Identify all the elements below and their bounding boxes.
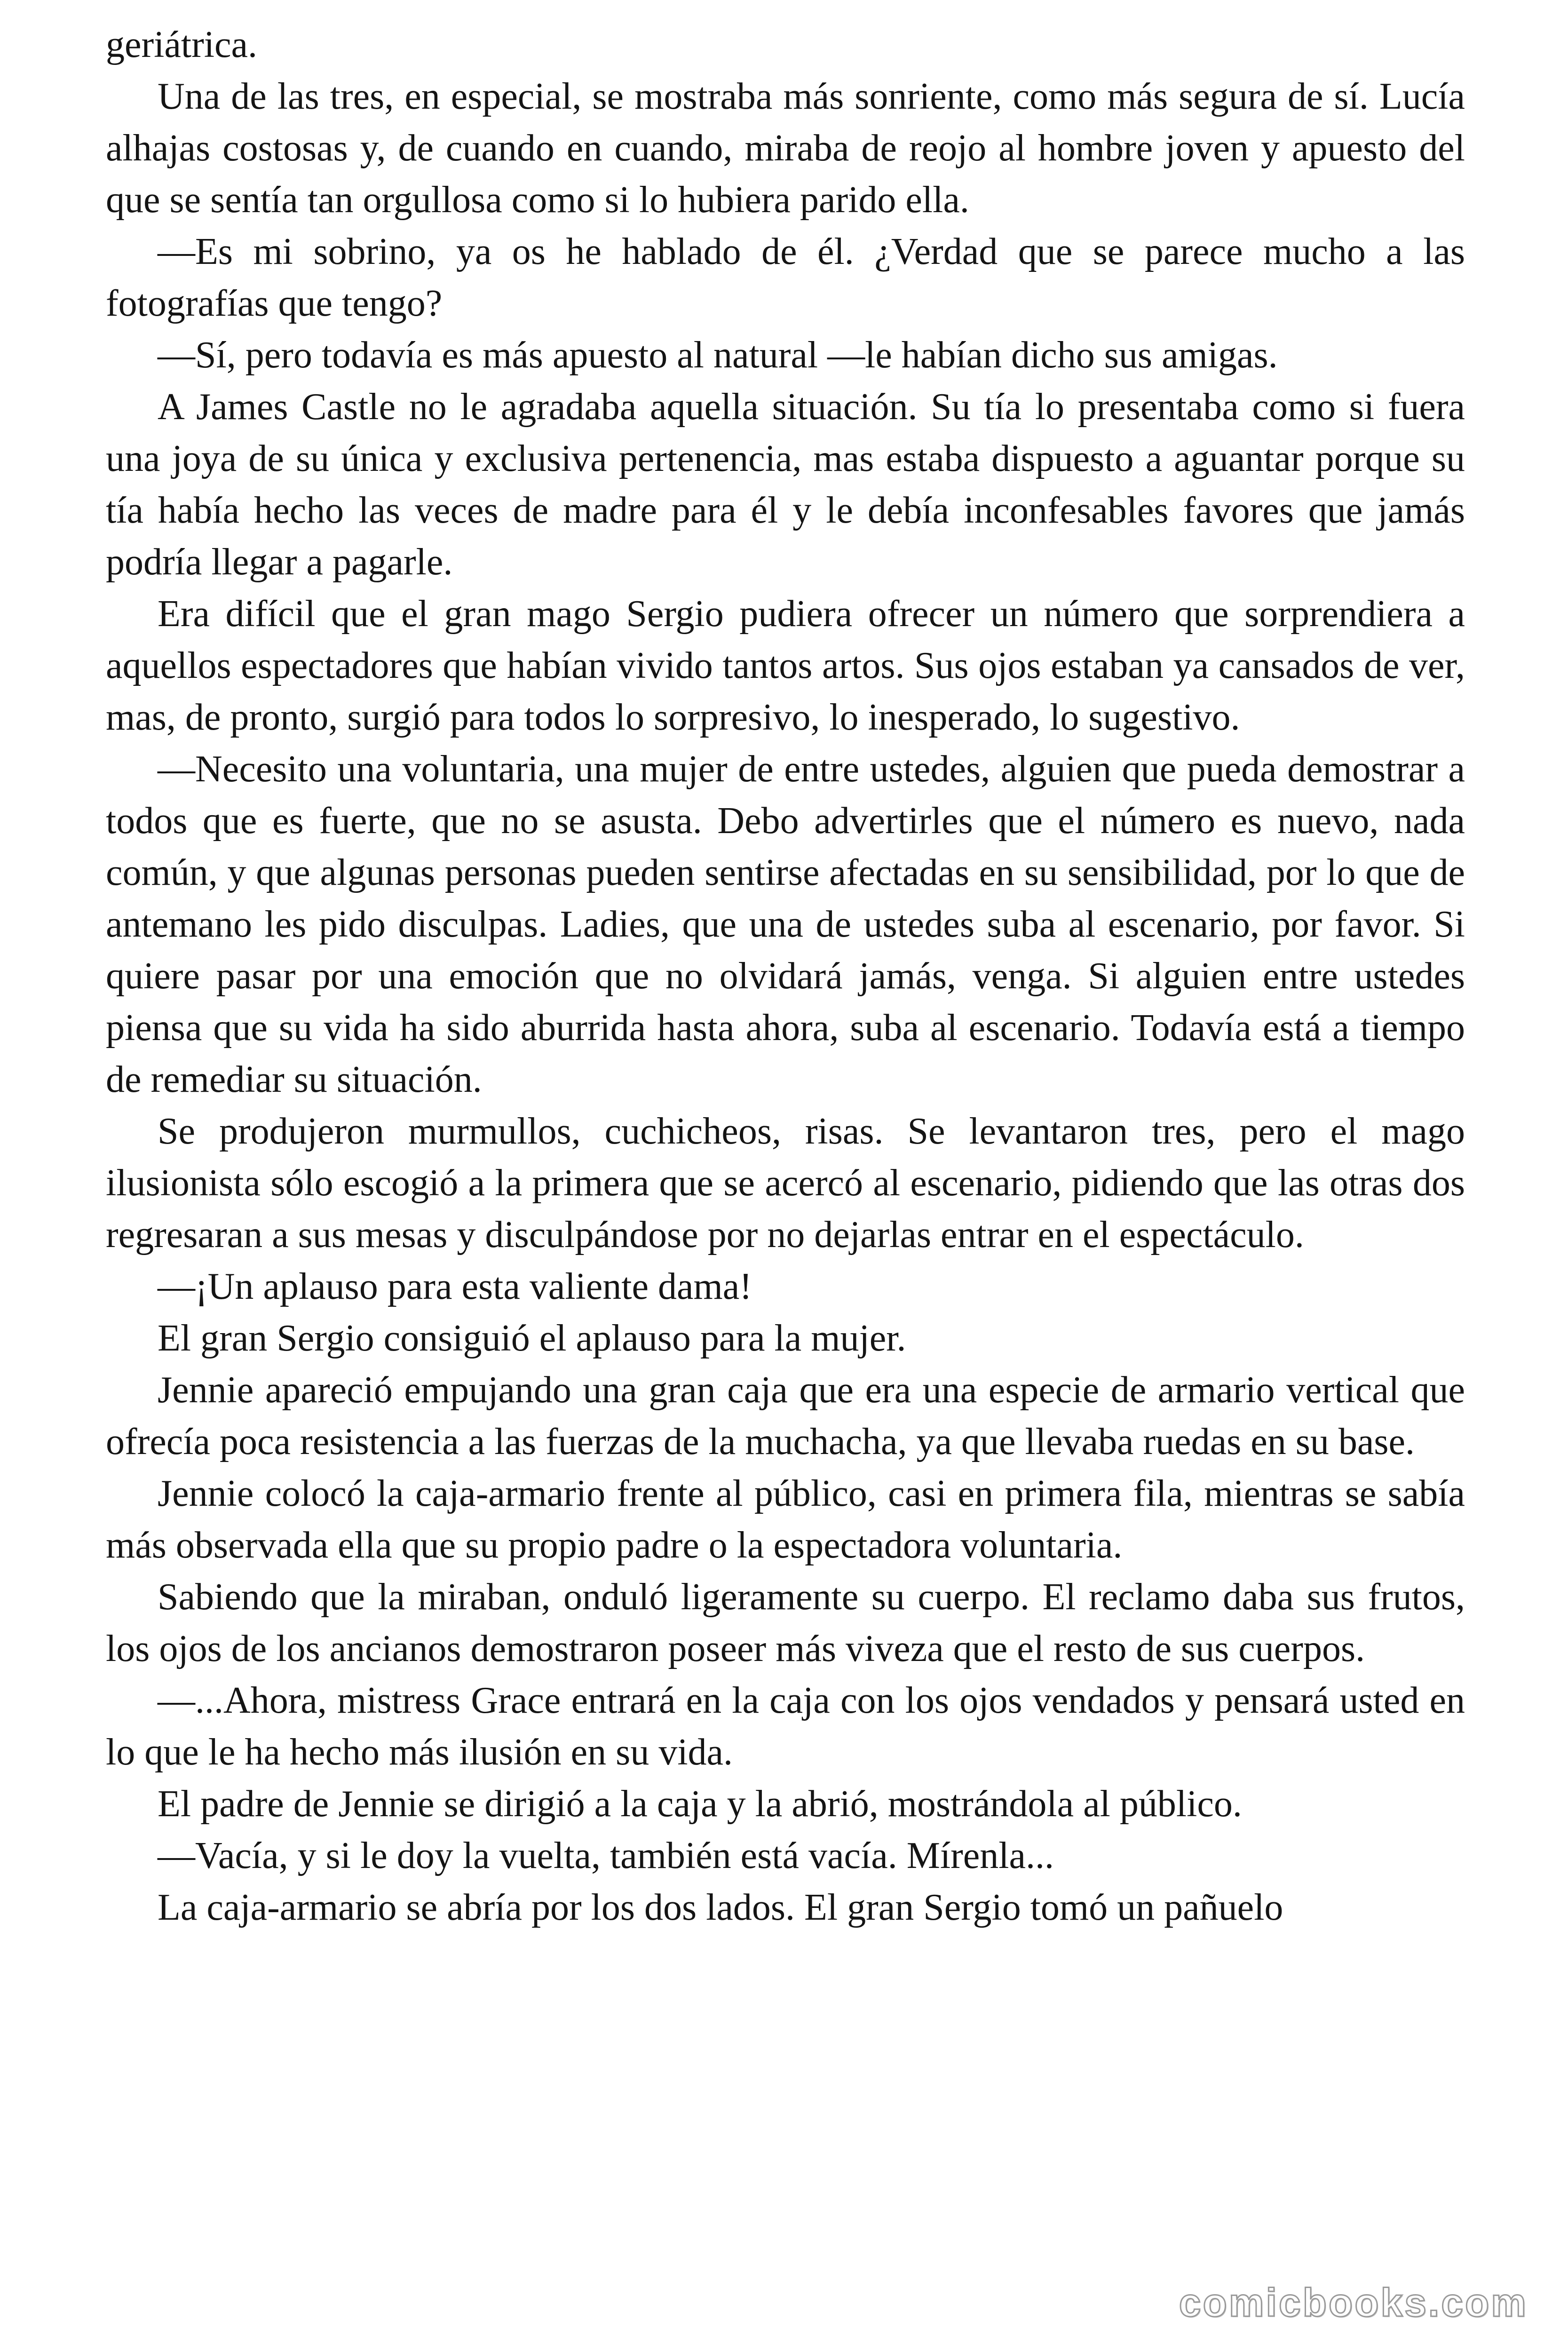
- dialogue-paragraph: —Sí, pero todavía es más apuesto al natural —le habían dicho sus amigas.: [158, 334, 1278, 376]
- dialogue-paragraph: —Necesito una voluntaria, una mujer de entre ustedes, alguien que pueda demostrar a todos que es fuerte, que no se asusta. Debo advertirles que el número es nuevo, nada común, y que algunas personas pueden sentirse afectadas en su sensibilidad, por lo que de antemano les pido disculpas. Ladies, que una de ustedes suba al escenario, por favor. Si quiere pasar por una emoción que no olvidará jamás, venga. Si alguien entre ustedes piensa que su vida ha sido aburrida hasta ahora, suba al escenario. Todavía está a tiempo de remediar su situación.: [106, 748, 1465, 1100]
- paragraph: Se produjeron murmullos, cuchicheos, risas. Se levantaron tres, pero el mago ilusionista sólo escogió a la primera que se acercó al escenario, pidiendo que las otras dos regresaran a sus mesas y disculpándose por no dejarlas entrar en el espectáculo.: [106, 1111, 1465, 1255]
- paragraph: El padre de Jennie se dirigió a la caja y la abrió, mostrándola al público.: [158, 1783, 1242, 1825]
- paragraph: A James Castle no le agradaba aquella situación. Su tía lo presentaba como si fuera una joya de su única y exclusiva pertenencia, mas estaba dispuesto a aguantar porque su tía había hecho las veces de madre para él y le debía inconfesables favores que jamás podría llegar a pagarle.: [106, 386, 1465, 583]
- paragraph: La caja-armario se abría por los dos lados. El gran Sergio tomó un pañuelo: [158, 1887, 1283, 1928]
- dialogue-paragraph: —Es mi sobrino, ya os he hablado de él. ¿Verdad que se parece mucho a las fotografías que tengo?: [106, 231, 1465, 324]
- paragraph: Jennie apareció empujando una gran caja que era una especie de armario vertical que ofrecía poca resistencia a las fuerzas de la muchacha, ya que llevaba ruedas en su base.: [106, 1369, 1465, 1462]
- paragraph: Sabiendo que la miraban, onduló ligeramente su cuerpo. El reclamo daba sus frutos, los ojos de los ancianos demostraron poseer más viveza que el resto de sus cuerpos.: [106, 1576, 1465, 1669]
- paragraph-continuation: geriátrica.: [106, 24, 257, 65]
- watermark-logo: comicbooks.com: [1179, 2280, 1528, 2325]
- dialogue-paragraph: —¡Un aplauso para esta valiente dama!: [158, 1266, 752, 1307]
- dialogue-paragraph: —...Ahora, mistress Grace entrará en la caja con los ojos vendados y pensará usted en lo que le ha hecho más ilusión en su vida.: [106, 1680, 1465, 1773]
- document-page: [106, 19, 1465, 1933]
- paragraph: El gran Sergio consiguió el aplauso para la mujer.: [158, 1318, 906, 1359]
- paragraph: Jennie colocó la caja-armario frente al público, casi en primera fila, mientras se sabía más observada ella que su propio padre o la espectadora voluntaria.: [106, 1473, 1465, 1566]
- dialogue-paragraph: —Vacía, y si le doy la vuelta, también está vacía. Mírenla...: [158, 1835, 1054, 1876]
- paragraph: Era difícil que el gran mago Sergio pudiera ofrecer un número que sorprendiera a aquellos espectadores que habían vivido tantos artos. Sus ojos estaban ya cansados de ver, mas, de pronto, surgió para todos lo sorpresivo, lo inesperado, lo sugestivo.: [106, 593, 1465, 738]
- paragraph: Una de las tres, en especial, se mostraba más sonriente, como más segura de sí. Lucía alhajas costosas y, de cuando en cuando, miraba de reojo al hombre joven y apuesto del que se sentía tan orgullosa como si lo hubiera parido ella.: [106, 76, 1465, 221]
